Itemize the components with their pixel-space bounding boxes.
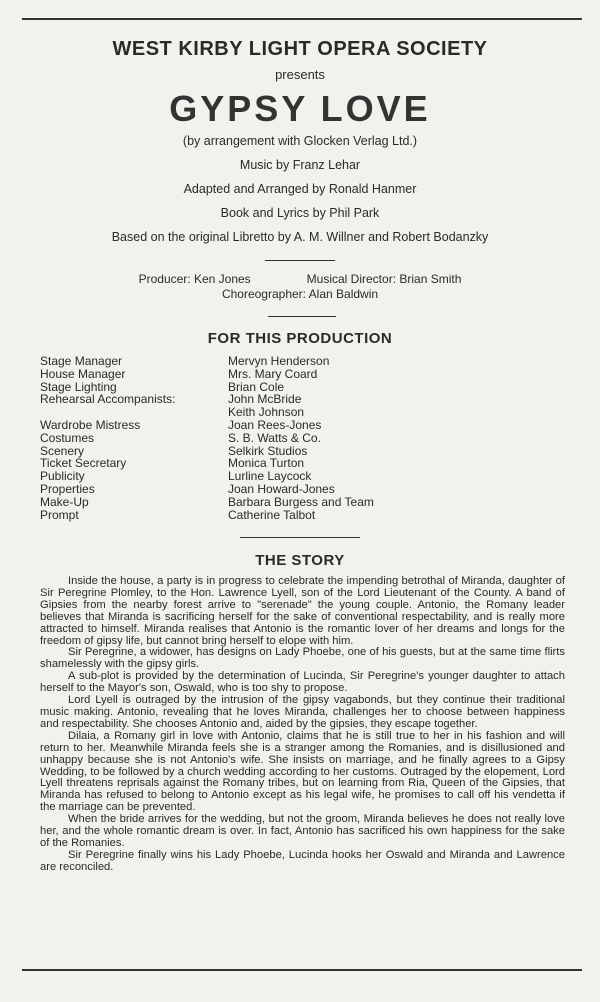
crew-name: Barbara Burgess and Team: [228, 494, 374, 509]
crew-row: [40, 432, 560, 445]
divider-rule: [265, 260, 335, 261]
book-credit: Book and Lyrics by Phil Park: [220, 206, 380, 220]
music-credit: Music by Franz Lehar: [239, 158, 361, 172]
crew-row: [40, 483, 560, 496]
story-paragraph: A sub-plot is provided by the determination of Lucinda, Sir Peregrine's younger daughter to attach herself to the Mayor's son, Oswald, who is too shy to propose.: [40, 670, 565, 695]
story-paragraph: Dilaia, a Romany girl in love with Antonio, claims that he is still true to her in his fashion and will return to her. Meanwhile Miranda feels she is a stranger among the Romanies, and is disillusioned and unhappy because she is not Antonio's wife. She insists on marriage, and he finally agrees to a Gipsy Wedding, to be followed by a church wedding according to her customs. Outraged by the elopement, Lord Lyell threatens reprisals against the Romany tribes, but on learning from Ria, Queen of the Gipsies, that Miranda has refused to belong to Antonio except as his legal wife, he promises to call off his vendetta if the marriage can be prevented.: [40, 729, 565, 814]
crew-role: Stage Manager: [40, 354, 123, 368]
crew-name: Mrs. Mary Coard: [228, 366, 318, 381]
libretto-credit: Based on the original Libretto by A. M. Willner and Robert Bodanzky: [111, 230, 489, 244]
crew-row: [40, 496, 560, 509]
story-paragraph: Lord Lyell is outraged by the intrusion of the gipsy vagabonds, but they continue their traditional music making. Antonio, revealing that he loves Miranda, challenges her to choose between happiness and respectability. She chooses Antonio and, aided by the gipsies, they escape together.: [40, 694, 565, 730]
choreographer-credit: Choreographer: Alan Baldwin: [221, 287, 379, 301]
crew-name: Selkirk Studios: [228, 443, 308, 458]
production-staff: [0, 272, 600, 301]
programme-header: [0, 38, 600, 261]
story-paragraph: When the bride arrives for the wedding, but not the groom, Miranda believes he does not really love her, and the whole romantic dream is over. In fact, Antonio has sacrificed his own happiness for the sake of the Romanies.: [40, 813, 565, 849]
producer-credit: Producer: Ken Jones: [138, 272, 251, 286]
crew-role: Make-Up: [40, 494, 89, 509]
crew-role: Scenery: [40, 443, 85, 458]
crew-name: Mervyn Henderson: [228, 354, 330, 368]
top-border-rule: [22, 18, 582, 20]
story-paragraph: Sir Peregrine, a widower, has designs on Lady Phoebe, one of his guests, but at the same time flirts shamelessly with the gipsy girls.: [40, 646, 565, 671]
society-name: WEST KIRBY LIGHT OPERA SOCIETY: [112, 38, 488, 60]
production-heading: FOR THIS PRODUCTION: [207, 330, 393, 347]
crew-name: Keith Johnson: [228, 405, 305, 420]
crew-name: John McBride: [228, 392, 302, 407]
crew-row: [40, 355, 560, 368]
bottom-border-rule: [22, 969, 582, 971]
crew-role: Wardrobe Mistress: [40, 417, 141, 432]
crew-row: [40, 419, 560, 432]
crew-role: Costumes: [40, 430, 95, 445]
production-crew-list: [40, 355, 560, 521]
crew-name: S. B. Watts & Co.: [228, 430, 321, 445]
arrangement-credit: (by arrangement with Glocken Verlag Ltd.): [182, 134, 418, 148]
crew-name: Monica Turton: [228, 456, 305, 471]
crew-name: Lurline Laycock: [228, 469, 312, 484]
crew-role: Ticket Secretary: [40, 456, 127, 471]
divider-rule: [268, 316, 336, 317]
crew-role: House Manager: [40, 366, 126, 381]
crew-role: Properties: [40, 481, 95, 496]
story-paragraph: Sir Peregrine finally wins his Lady Phoebe, Lucinda hooks her Oswald and Miranda and Lawrence are reconciled.: [40, 848, 565, 873]
story-paragraph: Inside the house, a party is in progress to celebrate the impending betrothal of Miranda, daughter of Sir Peregrine Plomley, to the Hon. Lawrence Lyell, son of the Lord Lieutenant of the County. A band of Gipsies from the nearby forest arrive to "serenade" the young couple. Antonio, the Romany leader believes that Miranda is sacrificing herself for the sake of conventional respectability, and is really more attracted to himself. Miranda realises that Antonio is the romantic lover of her dreams and longs for the freedom of gipsy life, but cannot bring herself to elope with him.: [40, 575, 565, 647]
crew-role: Rehearsal Accompanists:: [40, 392, 176, 407]
show-title: GYPSY LOVE: [169, 88, 431, 129]
crew-name: Brian Cole: [228, 379, 285, 394]
crew-name: Catherine Talbot: [228, 507, 316, 522]
crew-name: Joan Rees-Jones: [228, 417, 322, 432]
story-heading: THE STORY: [255, 552, 345, 569]
crew-row: [40, 509, 560, 522]
crew-role: Publicity: [40, 469, 85, 484]
musical-director-credit: Musical Director: Brian Smith: [306, 272, 462, 286]
crew-name: Joan Howard-Jones: [228, 481, 335, 496]
crew-row: [40, 368, 560, 381]
crew-role: Stage Lighting: [40, 379, 117, 394]
crew-role: Prompt: [40, 507, 79, 522]
divider-rule: [240, 537, 360, 538]
presents-text: presents: [275, 67, 325, 82]
adapted-credit: Adapted and Arranged by Ronald Hanmer: [183, 182, 417, 196]
story-text: [40, 576, 565, 874]
